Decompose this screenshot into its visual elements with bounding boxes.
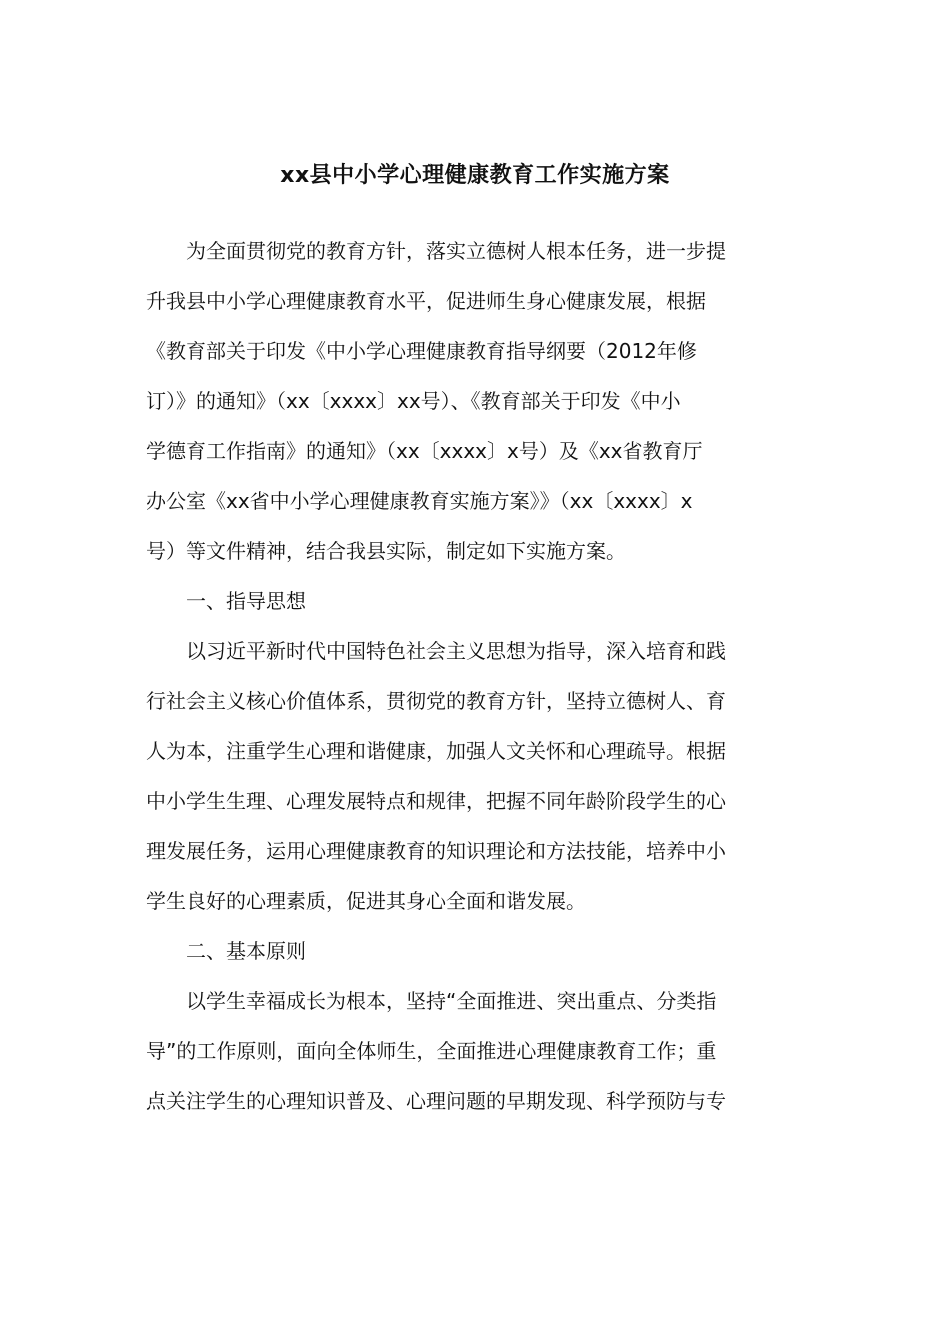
text-line: 导”的工作原则，面向全体师生，全面推进心理健康教育工作；重 (146, 1039, 717, 1063)
text-line: 学德育工作指南》的通知》（xx〔xxxx〕x号）及《xx省教育厅 (146, 439, 703, 463)
intro-paragraph (146, 226, 802, 576)
text-line: 《教育部关于印发《中小学心理健康教育指导纲要（2012年修 (146, 339, 697, 363)
text-line: 升我县中小学心理健康教育水平，促进师生身心健康发展，根据 (146, 289, 706, 313)
heading-line: 二、基本原则 (146, 939, 306, 963)
document-title: xx县中小学心理健康教育工作实施方案 (280, 163, 670, 188)
text-line: 理发展任务，运用心理健康教育的知识理论和方法技能，培养中小 (146, 839, 726, 863)
text-line: 号）等文件精神，结合我县实际，制定如下实施方案。 (146, 539, 626, 563)
text-line: 以习近平新时代中国特色社会主义思想为指导，深入培育和践 (146, 639, 726, 663)
text-line: 人为本，注重学生心理和谐健康，加强人文关怀和心理疏导。根据 (146, 739, 726, 763)
text-line: 办公室《xx省中小学心理健康教育实施方案》》（xx〔xxxx〕x (146, 489, 693, 513)
text-line: 中小学生生理、心理发展特点和规律，把握不同年龄阶段学生的心 (146, 789, 726, 813)
section-heading-basic-principles (146, 926, 802, 976)
section-heading-guiding-thought (146, 576, 802, 626)
guiding-thought-paragraph (146, 626, 802, 926)
heading-line: 一、指导思想 (146, 589, 306, 613)
text-line: 行社会主义核心价值体系，贯彻党的教育方针，坚持立德树人、育 (146, 689, 726, 713)
text-line: 以学生幸福成长为根本，坚持“全面推进、突出重点、分类指 (146, 989, 717, 1013)
basic-principles-paragraph (146, 976, 802, 1126)
document-body (146, 226, 802, 1126)
text-line: 学生良好的心理素质，促进其身心全面和谐发展。 (146, 889, 586, 913)
text-line: 订）》的通知》（xx〔xxxx〕xx号）、《教育部关于印发《中小 (146, 389, 681, 413)
text-line: 点关注学生的心理知识普及、心理问题的早期发现、科学预防与专 (146, 1089, 726, 1113)
text-line: 为全面贯彻党的教育方针，落实立德树人根本任务，进一步提 (146, 239, 726, 263)
